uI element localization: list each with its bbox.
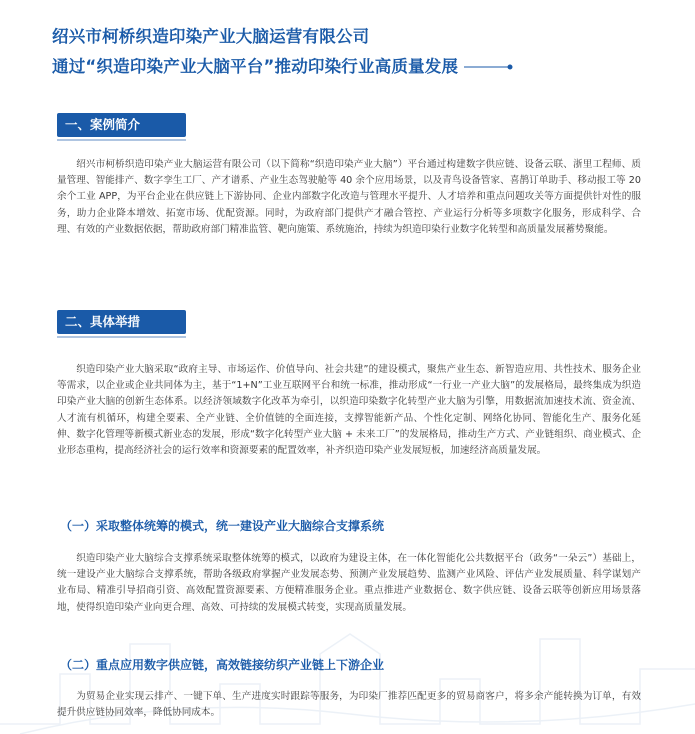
title-block — [52, 22, 672, 82]
arrow-line-icon — [464, 62, 514, 72]
subsection-paragraph-2: 为贸易企业实现云排产、一键下单、生产进度实时跟踪等服务，为印染厂推荐匹配更多的贸易商客户，将多余产能转换为订单，有效提升供应链协同效率，降低协同成本。 — [57, 691, 641, 719]
section-tag-measures: 二、具体举措 — [57, 310, 186, 334]
section-tag-intro: 一、案例简介 — [57, 113, 186, 137]
subtitle-row — [52, 52, 672, 82]
subsection-paragraph-1: 织造印染产业大脑综合支撑系统采取整体统筹的模式，以政府为建设主体，在一体化智能化公共数据平台（政务“一朵云”）基础上，统一建设产业大脑综合支撑系统，帮助各级政府掌握产业发展态势、预测产业发展趋势、监测产业风险、评估产业发展质量、科学谋划产业布局、精准引导招商引资、高效配置资源要素、方便精准服务企业。重点推进产业数据仓、数字供应链、设备云联等创新应用场景落地，使得织造印染产业向更合理、高效、可持续的发展模式转变，实现高质量发展。 — [57, 553, 641, 613]
intro-paragraph: 绍兴市柯桥织造印染产业大脑运营有限公司（以下简称“织造印染产业大脑”）平台通过构建数字供应链、设备云联、浙里工程师、质量管理、智能排产、数字孪生工厂、产才谱系、产业生态驾驶舱等 40 余个应用场景，以及青鸟设备管家、喜鹊订单助手、移动报工等 20 余个工业 APP，为平台企业在供应链上下游协同、企业内部数字化改造与管理水平提升、人才培养和重点问题攻关等方面提供针对性的服务，助力企业降本增效、拓宽市场、优配资源。同时，为政府部门提供产才融合管控、产业运行分析等多项数字化服务，形成科学、合理、有效的产业数据依据，帮助政府部门精准监管、靶向施策、系统施治，持续为织造印染行业数字化转型和高质量发展蓄势聚能。 — [57, 159, 641, 235]
subsection-heading-1: （一）采取整体统筹的模式，统一建设产业大脑综合支撑系统 — [60, 519, 385, 533]
measures-paragraph: 织造印染产业大脑采取“政府主导、市场运作、价值导向、社会共建”的建设模式，聚焦产业生态、新智造应用、共性技术、服务企业等需求，以企业或企业共同体为主，基于“1+N”工业互联网平台和统一标准，推动形成“一行业一产业大脑”的发展格局，最终集成为织造印染产业大脑的创新生态体系。以经济领域数字化改革为牵引，以织造印染数字化转型产业大脑为引擎，用数据流加速技术流、资金流、人才流有机循环，构建全要素、全产业链、全价值链的全面连接，支撑智能新产品、个性化定制、网络化协同、智能化生产、服务化延伸、数字化管理等新模式新业态的发展，形成“数字化转型产业大脑 + 未来工厂”的发展格局，推动生产方式、产业链组织、商业模式、企业形态重构，提高经济社会的运行效率和资源要素的配置效率，补齐织造印染产业发展短板，加速经济高质量发展。 — [57, 364, 641, 457]
company-title: 绍兴市柯桥织造印染产业大脑运营有限公司 — [52, 27, 370, 46]
subsection-heading-2: （二）重点应用数字供应链，高效链接纺织产业链上下游企业 — [60, 658, 385, 672]
page-title: 通过“织造印染产业大脑平台”推动印染行业高质量发展 — [52, 57, 459, 76]
